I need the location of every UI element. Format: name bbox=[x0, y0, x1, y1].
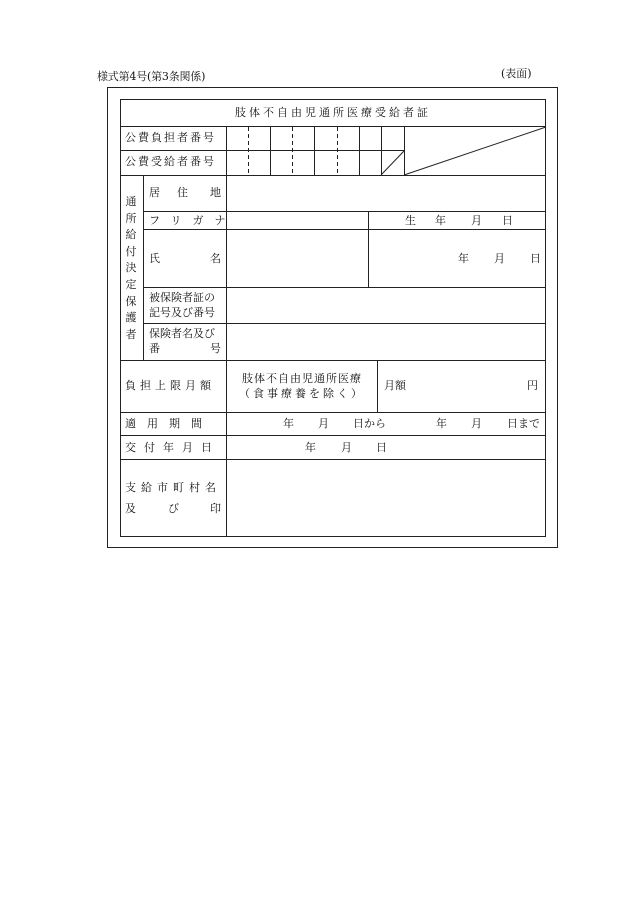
limit-type-line2: （食事療養を除く） bbox=[239, 387, 365, 400]
furigana-label: フリガナ bbox=[149, 214, 237, 227]
limit-label: 負担上限月額 bbox=[125, 379, 215, 392]
guardian-vertical-label: 通 所 給 付 決 定 保 護 者 bbox=[125, 195, 137, 341]
recipient-number-label: 公費受給者番号 bbox=[125, 155, 216, 168]
form-reference: 様式第4号(第3条関係) bbox=[97, 70, 206, 83]
document-title: 肢体不自由児通所医療受給者証 bbox=[235, 106, 431, 119]
monthly-label: 月額 bbox=[384, 379, 406, 392]
side-indicator: (表面) bbox=[501, 67, 532, 80]
limit-type-line1: 肢体不自由児通所医療 bbox=[242, 372, 362, 385]
yen-label: 円 bbox=[527, 379, 538, 392]
payer-number-label: 公費負担者番号 bbox=[125, 131, 216, 144]
issue-date-label: 交付年月日 bbox=[125, 441, 220, 454]
period-label: 適用期間 bbox=[125, 417, 213, 430]
